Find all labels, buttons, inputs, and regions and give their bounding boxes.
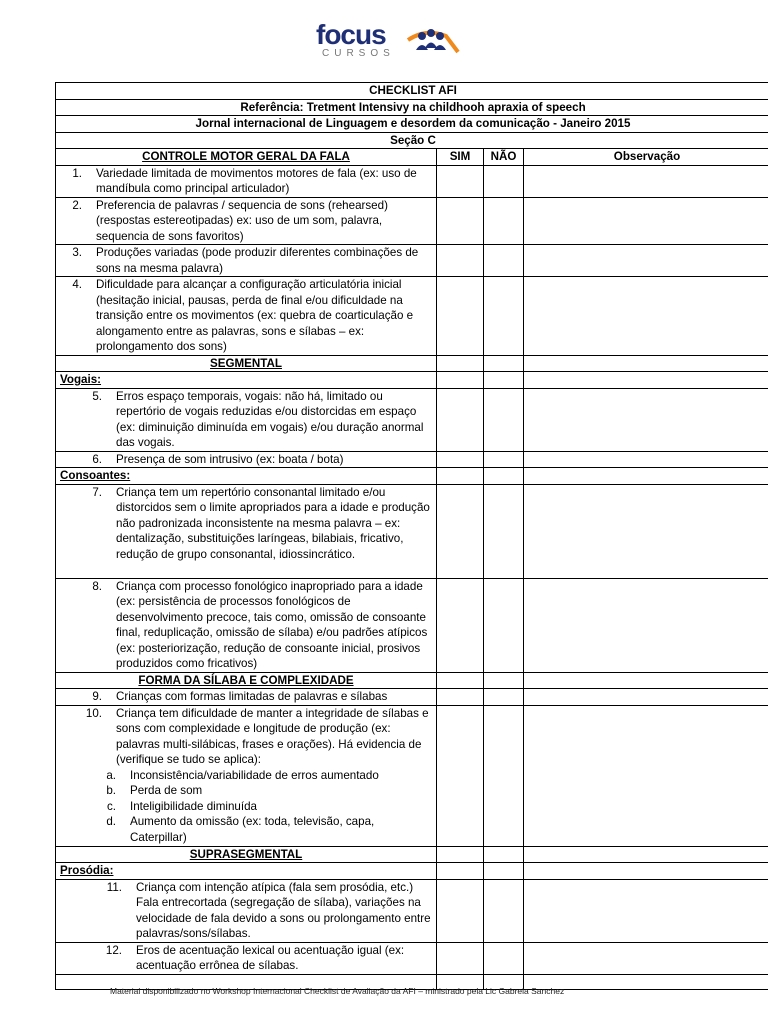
sim-cell[interactable]: [437, 705, 484, 846]
sim-cell[interactable]: [437, 689, 484, 706]
item-number: 11.: [106, 880, 122, 894]
sim-cell[interactable]: [437, 578, 484, 672]
nao-cell[interactable]: [484, 484, 524, 578]
sim-cell[interactable]: [437, 451, 484, 468]
subitem-letter: a.: [106, 768, 116, 782]
subitem-letter: b.: [106, 784, 116, 797]
table-row: [56, 879, 768, 942]
obs-cell[interactable]: [524, 879, 768, 942]
obs-cell[interactable]: [524, 578, 768, 672]
nao-cell[interactable]: [484, 165, 524, 197]
logo-sub: CURSOS: [322, 48, 395, 59]
obs-cell[interactable]: [524, 484, 768, 578]
sim-cell[interactable]: [437, 484, 484, 578]
item-text: Criança com processo fonológico inapropriado para a idade (ex: persistência de processos fonológicos de desenvolvimento precoce, tais como, omissão de consoante final, reduplicação, omissão de sílaba) e/ou padrões atípicos (ex: posteriorização, redução de consoante inicial, prosivos produzidos como fricativos): [116, 579, 428, 670]
nao-cell[interactable]: [484, 689, 524, 706]
item-number: 6.: [92, 452, 102, 466]
nao-cell[interactable]: [484, 451, 524, 468]
nao-cell[interactable]: [484, 942, 524, 974]
subsection-consoantes: Consoantes:: [56, 468, 437, 485]
table-row: [56, 245, 768, 277]
nao-cell[interactable]: [484, 578, 524, 672]
item-text: Criança tem um repertório consonantal limitado e/ou distorcidos sem o limite apropriados para a idade e produção não padronizada inconsistente na mesma palavra – ex: dentalização, substituições laríngeas, bilabiais, fricativo, redução de grupo consonantal, idiossincrático.: [116, 485, 430, 561]
subitem-text: Inconsistência/variabilidade de erros aumentado: [130, 768, 379, 782]
obs-cell[interactable]: [524, 245, 768, 277]
subitem-text: Aumento da omissão (ex: toda, televisão, capa, Caterpillar): [130, 815, 375, 844]
item-text: Criança tem dificuldade de manter a integridade de sílabas e sons com complexidade e longitude de produção (ex: palavras multi-silábicas, frases e orações). Há evidencia de (verifique se tudo se aplica):: [116, 706, 429, 766]
item-number: 8.: [92, 579, 102, 593]
obs-cell[interactable]: [524, 689, 768, 706]
footer-note: Material disponibilizado no Workshop Internacional Checklist de Avaliação da AFI – ministrado pela Lic Gabrela Sanchez: [110, 986, 565, 996]
item-text: Dificuldade para alcançar a configuração articulatória inicial (hesitação inicial, pausas, perda de final e/ou dificuldade na transição entre os movimentos (ex: quebra de coarticulação e alongamento entre as palavras, sons e sílabas – ex: prolongamento dos sons): [96, 278, 414, 353]
subsection-prosodia: Prosódia:: [56, 863, 437, 880]
nao-cell[interactable]: [484, 705, 524, 846]
item-number: 1.: [72, 166, 82, 180]
section-segmental: SEGMENTAL: [56, 355, 437, 372]
nao-cell[interactable]: [484, 197, 524, 245]
checklist-table: [55, 82, 768, 990]
sim-cell[interactable]: [437, 277, 484, 356]
section-suprasegmental: SUPRASEGMENTAL: [56, 846, 437, 863]
item-number: 3.: [72, 246, 82, 259]
item-number: 4.: [72, 278, 82, 291]
table-row: [56, 942, 768, 974]
subitem-text: Perda de som: [130, 784, 203, 797]
obs-cell[interactable]: [524, 451, 768, 468]
column-sim-header: SIM: [437, 149, 484, 166]
sim-cell[interactable]: [437, 879, 484, 942]
reference-line: Referência: Tretment Intensivy na childhooh apraxia of speech: [56, 99, 768, 116]
nao-cell[interactable]: [484, 245, 524, 277]
nao-cell[interactable]: [484, 388, 524, 451]
obs-cell[interactable]: [524, 197, 768, 245]
logo-people-icon: [406, 26, 461, 56]
item-text: Produções variadas (pode produzir diferentes combinações de sons na mesma palavra): [96, 246, 419, 275]
column-obs-header: Observação: [524, 149, 768, 166]
table-row: [56, 484, 768, 578]
item-number: 2.: [72, 198, 82, 212]
table-row: [56, 689, 768, 706]
section-line: Seção C: [56, 132, 768, 149]
table-row: [56, 165, 768, 197]
item-text: Eros de acentuação lexical ou acentuação igual (ex: acentuação errônea de sílabas.: [136, 943, 405, 972]
subitem-letter: c.: [106, 799, 116, 813]
item-number: 5.: [92, 389, 102, 403]
item-text: Presença de som intrusivo (ex: boata / bota): [116, 452, 344, 466]
item-number: 7.: [92, 485, 102, 499]
obs-cell[interactable]: [524, 942, 768, 974]
obs-cell[interactable]: [524, 277, 768, 356]
table-row: [56, 197, 768, 245]
sim-cell[interactable]: [437, 165, 484, 197]
column-item-header: CONTROLE MOTOR GERAL DA FALA: [56, 149, 437, 166]
nao-cell[interactable]: [484, 277, 524, 356]
item-text: Variedade limitada de movimentos motores de fala (ex: uso de mandíbula como principal articulador): [96, 166, 417, 195]
item-text: Erros espaço temporais, vogais: não há, limitado ou repertório de vogais reduzidas e/ou distorcidas em espaço (ex: diminuição diminuída em vogais) e/ou duração anormal das vogais.: [116, 389, 424, 449]
table-row: [56, 705, 768, 846]
section-forma: FORMA DA SÍLABA E COMPLEXIDADE: [56, 672, 437, 689]
table-row: [56, 388, 768, 451]
table-row: [56, 578, 768, 672]
item-text: Preferencia de palavras / sequencia de sons (rehearsed) (respostas estereotipadas) ex: uso de um som, palavra, sequencia de sons favoritos): [96, 198, 388, 243]
subitem-text: Inteligibilidade diminuída: [130, 799, 257, 813]
focus-logo: [316, 20, 461, 60]
sim-cell[interactable]: [437, 197, 484, 245]
obs-cell[interactable]: [524, 388, 768, 451]
table-row: [56, 277, 768, 356]
logo-word: focus: [316, 19, 386, 50]
item-text: Criança com intenção atípica (fala sem prosódia, etc.) Fala entrecortada (segregação de sílaba), variações na velocidade de fala devido a sons ou prolongamento entre palavras/sons/sílabas.: [136, 880, 431, 940]
column-nao-header: NÃO: [484, 149, 524, 166]
journal-line: Jornal internacional de Linguagem e desordem da comunicação - Janeiro 2015: [56, 116, 768, 133]
item-number: 9.: [92, 690, 102, 703]
sim-cell[interactable]: [437, 245, 484, 277]
sim-cell[interactable]: [437, 388, 484, 451]
sim-cell[interactable]: [437, 942, 484, 974]
item-text: Crianças com formas limitadas de palavras e sílabas: [116, 690, 388, 703]
checklist-title: CHECKLIST AFI: [56, 83, 768, 100]
item-number: 10.: [85, 706, 102, 720]
subitem-letter: d.: [106, 815, 116, 828]
nao-cell[interactable]: [484, 879, 524, 942]
obs-cell[interactable]: [524, 705, 768, 846]
table-row: [56, 451, 768, 468]
subsection-vogais: Vogais:: [56, 372, 437, 389]
obs-cell[interactable]: [524, 165, 768, 197]
item-number: 12.: [105, 943, 122, 957]
